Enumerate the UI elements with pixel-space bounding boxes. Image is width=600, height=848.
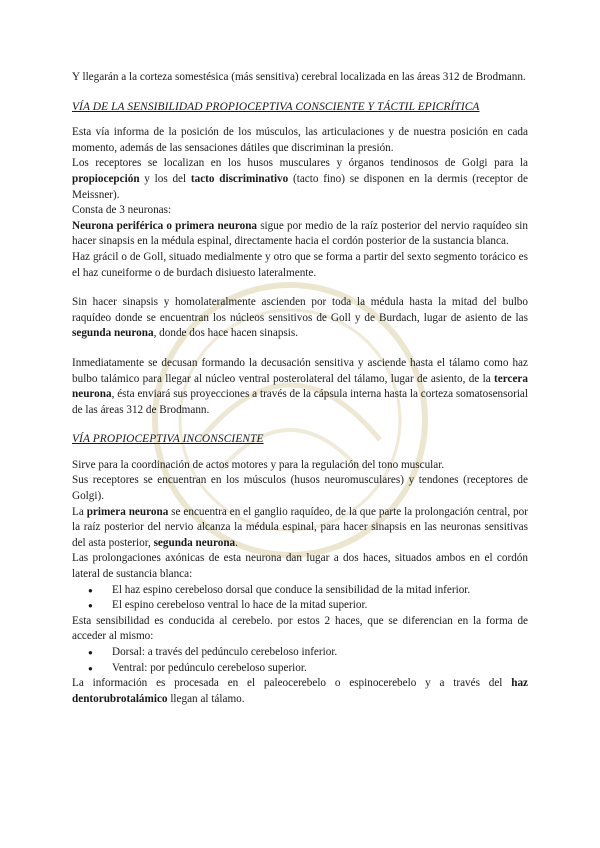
intro-paragraph: Y llegarán a la corteza somestésica (más sensitiva) cerebral localizada en las áreas 312 de Brodmann. — [72, 71, 526, 83]
bold-term: segunda neurona — [153, 536, 236, 549]
bold-term: tacto discriminativo — [190, 172, 289, 185]
section-heading-unconscious: VÍA PROPIOCEPTIVA INCONSCIENTE — [72, 433, 264, 446]
paragraph: Sirve para la coordinación de actos motores y para la regulación del tono muscular. — [72, 458, 445, 471]
paragraph: Inmediatamente se decusan formando la decusación sensitiva y asciende hasta el tálamo como haz bulbo talámico para llegar al núcleo ventral posterolateral del tálamo, lugar de asiento, de la tercera neurona, ésta enviará sus proyecciones a través de la cápsula interna hasta la corteza somatosensorial de las áreas 312 de Brodmann. — [72, 356, 528, 416]
paragraph: La primera neurona se encuentra en el ganglio raquídeo, de la que parte la prolongación central, por la raíz posterior del nervio alcanza la médula espinal, para hacer sinapsis en las neuronas sensitivas del asta posterior, segunda neurona. — [72, 505, 528, 549]
bold-term: Neurona periférica o primera neurona — [72, 219, 258, 232]
paragraph: Haz grácil o de Goll, situado medialmente y otro que se forma a partir del sexto segmento torácico es el haz cuneiforme o de burdach disiuesto lateralmente. — [72, 250, 528, 279]
paragraph: Esta vía informa de la posición de los músculos, las articulaciones y de nuestra posición en cada momento, además de las sensaciones dátiles que discriminan la presión. — [72, 126, 528, 154]
paragraph: Esta sensibilidad es conducida al cerebelo. por estos 2 haces, que se diferencian en la forma de acceder al mismo: — [72, 614, 528, 643]
bold-term: propiocepción — [72, 172, 140, 185]
bullet-list — [72, 583, 528, 614]
bold-term: segunda neurona — [72, 327, 154, 340]
list-item: ● El haz espino cerebeloso dorsal que conduce la sensibilidad de la mitad inferior. — [112, 583, 528, 599]
list-item: ● Ventral: por pedúnculo cerebeloso superior. — [112, 661, 528, 677]
list-item: ● Dorsal: a través del pedúnculo cerebeloso inferior. — [112, 645, 528, 661]
section-heading-conscious: VÍA DE LA SENSIBILIDAD PROPIOCEPTIVA CONSCIENTE Y TÁCTIL EPICRÍTICA — [72, 100, 480, 113]
paragraph: Sin hacer sinapsis y homolateralmente ascienden por toda la médula hasta la mitad del bulbo raquídeo donde se encuentran los núcleos sensitivos de Goll y de Burdach, lugar de asiento de las segunda neurona, donde dos hace hacen sinapsis. — [72, 296, 528, 340]
paragraph: Los receptores se localizan en los husos musculares y órganos tendinosos de Golgi para la propiocepción y los del tacto discriminativo (tacto fino) se disponen en la dermis (receptor de Meissner). — [72, 157, 528, 201]
bold-term: primera neurona — [86, 505, 169, 518]
paragraph: Sus receptores se encuentran en los músculos (husos neuromusculares) y tendones (receptores de Golgi). — [72, 474, 528, 503]
bullet-list — [72, 645, 528, 676]
paragraph: Neurona periférica o primera neurona sigue por medio de la raíz posterior del nervio raquídeo sin hacer sinapsis en la médula espinal, directamente hacia el cordón posterior de la sustancia blanca. — [72, 219, 529, 248]
list-item: ● El espino cerebeloso ventral lo hace de la mitad superior. — [112, 598, 528, 614]
bold-term: tercera neurona — [72, 372, 528, 401]
paragraph: Consta de 3 neuronas: — [72, 204, 172, 217]
paragraph: Las prolongaciones axónicas de esta neurona dan lugar a dos haces, situados ambos en el cordón lateral de sustancia blanca: — [72, 552, 528, 581]
paragraph: La información es procesada en el paleocerebelo o espinocerebelo y a través del haz dentorubrotalámico llegan al tálamo. — [72, 677, 528, 705]
document-page — [72, 70, 528, 707]
bold-term: haz dentorubrotalámico — [72, 677, 528, 705]
